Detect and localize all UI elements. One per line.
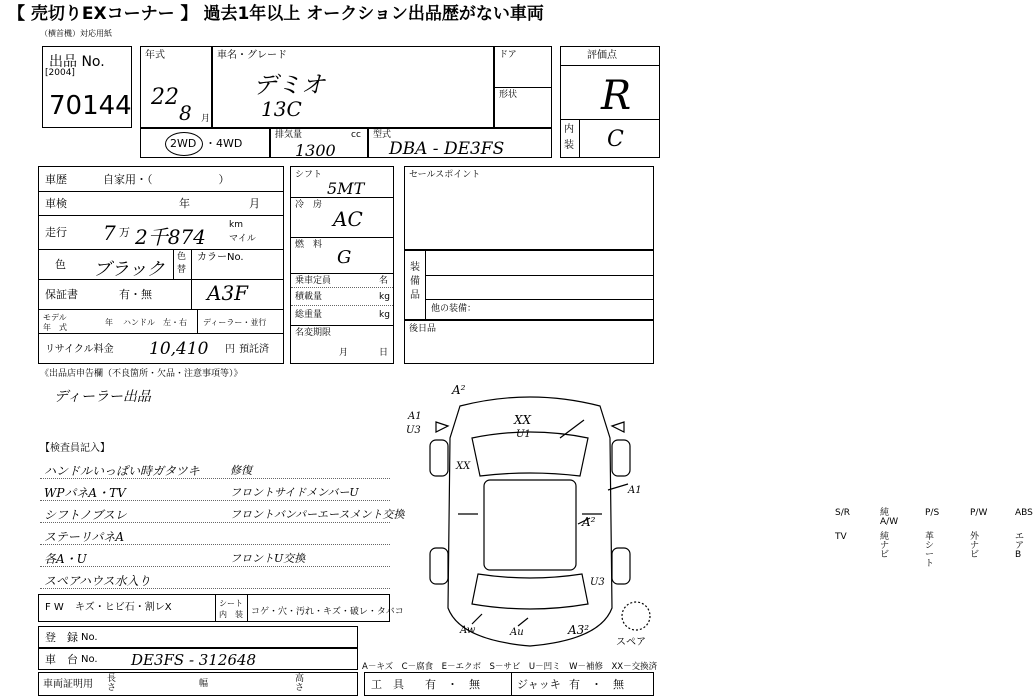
chassis-no-label: No.	[81, 654, 98, 665]
mark-a2-top: A²	[452, 383, 466, 397]
spare-tire	[622, 602, 650, 630]
displacement-box	[270, 128, 368, 158]
later-items-box	[404, 320, 654, 364]
mark-a1-right: A1	[628, 485, 642, 496]
chassis-value: DE3FS - 312648	[131, 651, 257, 669]
inspector-rule	[40, 566, 390, 567]
inspector-line: スペアハウス水入り	[44, 574, 151, 588]
mark-a1-left: A1	[408, 411, 422, 422]
later-items-label: 後日品	[409, 324, 437, 334]
cert-box	[38, 672, 358, 696]
equipment-item: 純A/W	[880, 508, 899, 527]
model-label: 型式	[373, 130, 392, 140]
model-year-label-2: 年 式	[43, 323, 67, 332]
inspector-rule	[40, 544, 390, 545]
mark-a2-right: A²	[582, 515, 596, 529]
inspection-year-unit: 年	[179, 197, 190, 210]
lot-label: 出品 No.	[49, 54, 105, 70]
cert-width-label: 幅	[199, 679, 209, 689]
aircon-value: AC	[333, 207, 363, 231]
mileage-unit-a: 万	[119, 226, 130, 239]
fw-items: キズ・ヒビ石・割レX	[75, 602, 172, 613]
score-value: R	[601, 73, 632, 119]
equipment-item: 純ナビ	[880, 532, 890, 560]
spec-block	[290, 166, 394, 364]
color-code-label: カラーNo.	[197, 252, 244, 263]
name-label: 車名・グレード	[217, 50, 287, 61]
equipment-item: P/W	[970, 508, 988, 518]
name-value: デミオ	[253, 71, 325, 99]
info-block	[38, 166, 284, 364]
equipment-row-3: 他の装備：	[431, 304, 477, 314]
displacement-label: 排気量	[275, 130, 303, 140]
equipment-item: 外ナビ	[970, 532, 980, 560]
interior-label-2: 装	[564, 140, 574, 151]
inspector-line: ハンドルいっぱい時ガタツキ	[44, 464, 200, 478]
year-value: 22	[151, 85, 179, 110]
drive-2wd: 2WD	[170, 137, 197, 150]
wheel-rear-right	[612, 548, 630, 584]
fuel-value: G	[337, 247, 352, 268]
mileage-unit-mile: マイル	[229, 234, 256, 244]
recycle-unit: 円	[225, 344, 235, 355]
wheel-front-left	[430, 440, 448, 476]
wheel-rear-left	[430, 548, 448, 584]
load-unit: kg	[379, 292, 390, 302]
declaration-label: 《出品店申告欄（不良箇所・欠品・注意事項等）》	[40, 369, 243, 379]
month-unit: 月	[201, 114, 211, 124]
model-value: DBA - DE3FS	[389, 139, 505, 159]
inspection-month-unit: 月	[249, 197, 260, 210]
tools-label: 工 具	[371, 678, 404, 691]
load-label: 積載量	[295, 292, 323, 302]
recycle-status: 預託済	[239, 344, 269, 355]
mark-spare: スペア	[616, 637, 646, 648]
cert-height-label: 高さ	[295, 674, 305, 693]
mirror-right	[612, 422, 624, 432]
fw-box	[38, 594, 404, 622]
inspector-rule	[40, 500, 390, 501]
fw-label: F W	[45, 602, 64, 613]
door-label: ドア	[499, 50, 517, 60]
tools-options: 有 ・ 無	[425, 678, 480, 691]
final-date-day-unit: 日	[379, 348, 389, 358]
displacement-value: 1300	[295, 141, 336, 160]
mark-a3-bottom: A3²	[568, 623, 590, 637]
final-date-label: 名変期限	[295, 328, 332, 338]
displacement-unit: cc	[351, 130, 361, 140]
sales-point-box	[404, 166, 654, 250]
wheel-front-right	[612, 440, 630, 476]
annotation-arrow-aw	[472, 614, 482, 624]
shift-value: 5MT	[327, 179, 365, 198]
inspector-label: 【検査員記入】	[40, 443, 110, 454]
annotation-arrow-au	[518, 618, 528, 626]
equipment-item: TV	[835, 532, 847, 542]
weight-label: 総重量	[295, 310, 323, 320]
lot-box	[42, 46, 132, 128]
year-box	[140, 46, 212, 128]
mileage-value-b: 2千874	[135, 225, 206, 249]
aircon-label: 冷 房	[295, 200, 323, 210]
chassis-label: 車 台	[45, 653, 78, 666]
mileage-unit-km: km	[229, 220, 243, 230]
inspector-rule	[40, 522, 390, 523]
header-banner: 【 売切りEXコーナー 】 過去1年以上 オークション出品歴がない車両	[8, 4, 544, 24]
score-box	[560, 46, 660, 158]
inspector-line: ステーリパネA	[44, 530, 125, 544]
inspector-line: シフトノブスレ	[44, 508, 127, 522]
shape-label: 形状	[499, 90, 518, 100]
inspector-line-right: フロントU交換	[230, 552, 306, 565]
mark-au-bottom: Au	[510, 627, 524, 638]
equipment-item: ABS	[1015, 508, 1033, 518]
history-value: 自家用・（ ）	[103, 173, 230, 186]
color-change-label-1: 色	[177, 252, 187, 262]
model-year-handle: ハンドル 左・右	[123, 318, 187, 327]
color-value: ブラック	[93, 259, 165, 280]
color-code-value: A3F	[207, 281, 249, 305]
mark-aw-left: Aw	[460, 625, 476, 636]
sales-point-label: セールスポイント	[409, 170, 481, 180]
interior-label-1: 内	[564, 124, 574, 135]
mark-xx-left: XX	[456, 461, 471, 472]
capacity-unit: 名	[379, 276, 389, 286]
drive-box	[140, 128, 270, 158]
registration-label: 登 録	[45, 631, 78, 644]
seat-label-1: シート	[219, 599, 243, 608]
car-rear-window	[472, 574, 588, 609]
drive-4wd: ・4WD	[205, 137, 243, 150]
inspector-line: WPパネA・TV	[44, 486, 126, 500]
mark-u1-top: U1	[516, 429, 531, 440]
equipment-item: S/R	[835, 508, 850, 518]
mark-u3-right: U3	[590, 577, 605, 588]
recycle-value: 10,410	[149, 339, 209, 359]
chassis-box	[38, 648, 358, 670]
inspector-line-right: フロントバンパーエースメント交換	[230, 508, 405, 521]
warranty-options: 有・無	[119, 288, 152, 301]
lot-year-tag: [2004]	[45, 68, 75, 78]
warranty-label: 保証書	[45, 288, 78, 301]
history-label: 車歴	[45, 173, 67, 186]
model-year-unit: 年	[105, 318, 113, 327]
score-label: 評価点	[587, 50, 617, 61]
grade-value: 13C	[261, 97, 302, 121]
month-value: 8	[179, 101, 192, 125]
seat-items: コゲ・穴・汚れ・キズ・破レ・タバコ	[251, 607, 404, 617]
cert-long-label: 長さ	[107, 674, 117, 693]
model-year-label-1: モデル	[43, 313, 67, 322]
fuel-label: 燃 料	[295, 240, 323, 250]
declaration-note: ディーラー出品	[54, 389, 151, 405]
mileage-value-a: 7	[103, 221, 116, 245]
inspector-rule	[40, 588, 390, 589]
shift-label: シフト	[295, 170, 323, 180]
equipment-item: P/S	[925, 508, 940, 518]
inspector-line: 各A・U	[44, 552, 87, 566]
inspection-label: 車検	[45, 197, 67, 210]
tools-box	[364, 672, 654, 696]
equipment-item: エアB	[1015, 532, 1025, 560]
mirror-left	[436, 422, 448, 432]
interior-value: C	[607, 127, 624, 152]
year-label: 年式	[145, 50, 165, 61]
seat-label-2: 内 装	[219, 610, 243, 619]
color-change-label-2: 替	[177, 265, 187, 275]
color-label: 色	[55, 258, 66, 271]
mileage-label: 走行	[45, 226, 67, 239]
lot-number: 70144	[49, 91, 132, 121]
capacity-label: 乗車定員	[295, 276, 332, 286]
registration-no-label: No.	[81, 632, 98, 643]
model-box	[368, 128, 552, 158]
form-subtitle: （横首機）対応用紙	[40, 29, 112, 38]
inspector-rule	[40, 478, 390, 479]
name-box	[212, 46, 494, 128]
inspector-line-right: 修復	[230, 464, 252, 477]
car-roof	[484, 480, 576, 570]
inspector-line-right: フロントサイドメンバーU	[230, 486, 359, 499]
equipment-item: 革シート	[925, 532, 935, 569]
jack-label: ジャッキ	[517, 678, 561, 691]
final-date-month-unit: 月	[339, 348, 349, 358]
damage-legend: A－キズ C－腐食 E－エクボ S－サビ U－凹ミ W－補修 XX－交換済	[362, 662, 658, 672]
mark-u3-left: U3	[406, 425, 421, 436]
weight-unit: kg	[379, 310, 390, 320]
equipment-label: 装備品	[410, 262, 420, 301]
jack-options: 有 ・ 無	[569, 678, 624, 691]
mark-xx-top: XX	[514, 413, 532, 427]
door-box	[494, 46, 552, 128]
model-year-dealer: ディーラー・並行	[203, 318, 267, 327]
recycle-label: リサイクル料金	[45, 344, 114, 355]
cert-label: 車両証明用	[43, 679, 93, 690]
registration-box	[38, 626, 358, 648]
